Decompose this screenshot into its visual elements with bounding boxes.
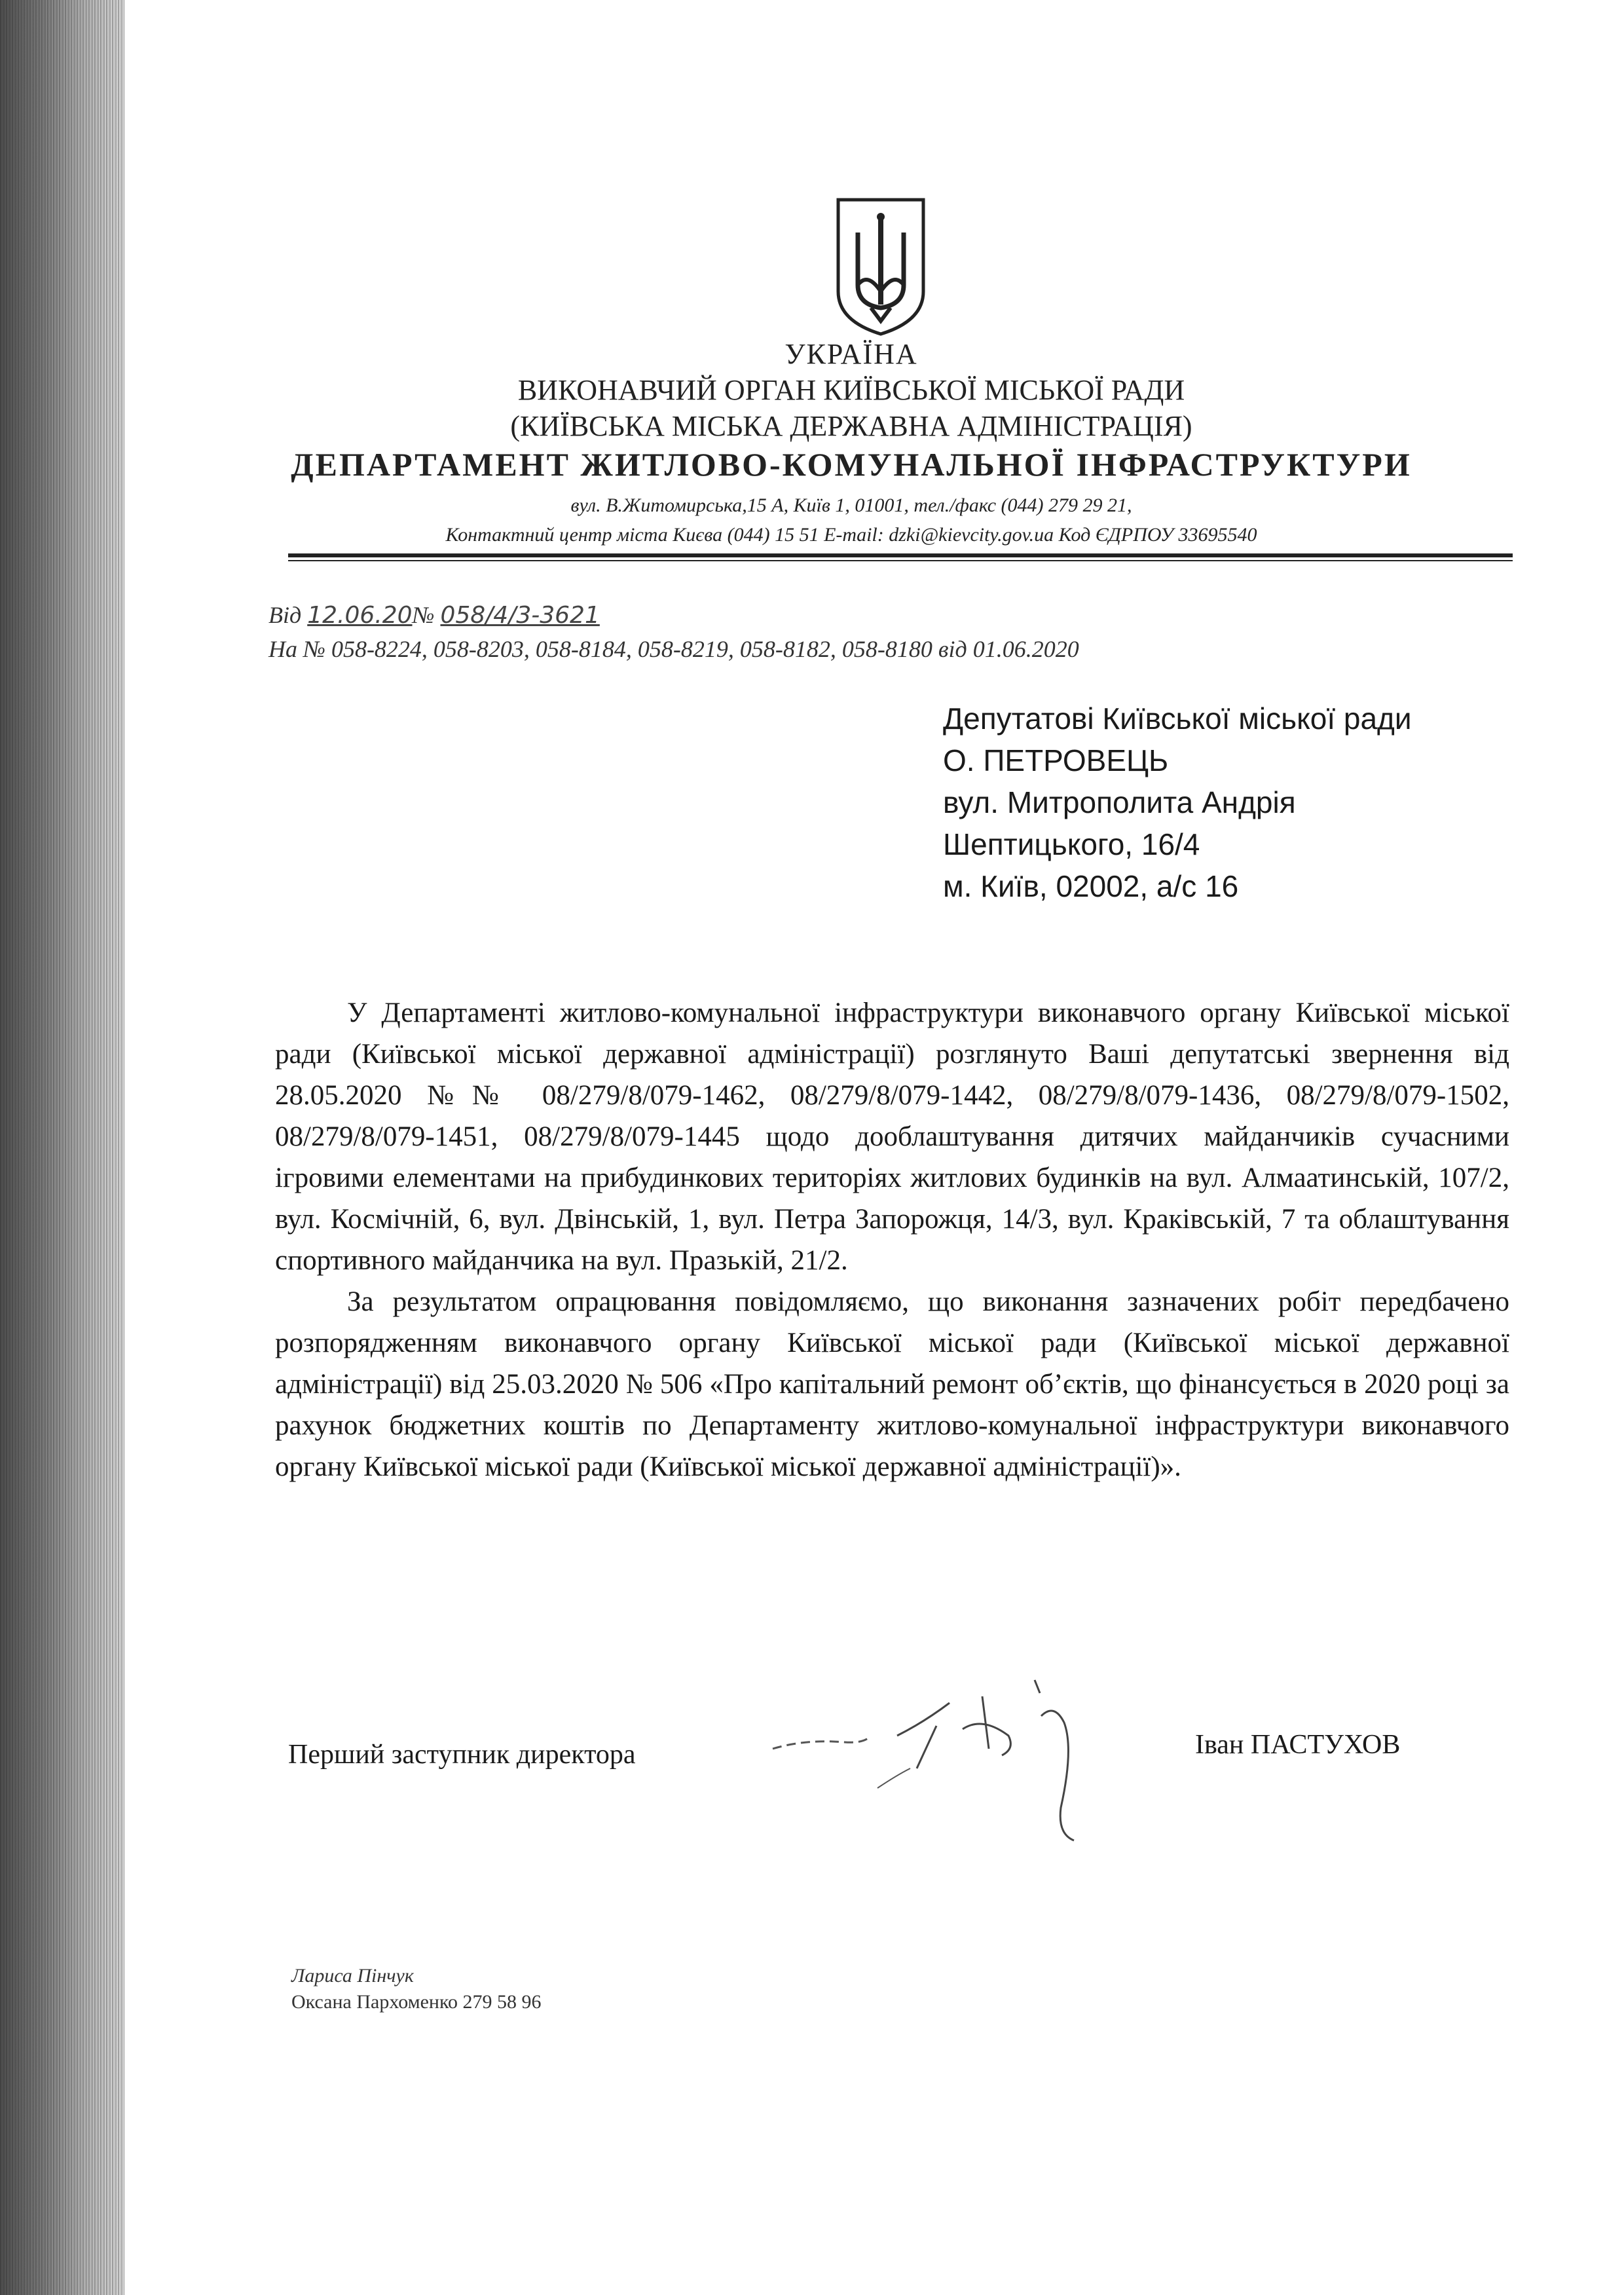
recipient-line2: О. ПЕТРОВЕЦЬ [943,743,1169,777]
recipient-line5: м. Київ, 02002, а/с 16 [943,869,1239,903]
header-org-line2: (КИЇВСЬКА МІСЬКА ДЕРЖАВНА АДМІНІСТРАЦІЯ) [510,410,1192,442]
letter-body [275,992,1509,1487]
trident-emblem-icon [832,193,930,337]
executor-line1: Лариса Пінчук [291,1965,414,1987]
body-paragraph-2: За результатом опрацювання повідомляємо, що виконання зазначених робіт передбачено розпорядженням виконавчого органу Київської міської ради (Київської міської державної адміністрації) від 25.03.2020 № 506 «Про капітальний ремонт об’єктів, що фінансується в 2020 році за рахунок бюджетних коштів по Департаменту житлово-комунальної інфраструктури виконавчого органу Київської міської ради (Київської міської державної адміністрації)». [275,1286,1509,1482]
header-department: ДЕПАРТАМЕНТ ЖИТЛОВО-КОМУНАЛЬНОЇ ІНФРАСТРУКТУРИ [291,446,1412,483]
handwritten-signature [766,1677,1159,1847]
reference-number: 058/4/3-3621 [440,602,600,629]
reference-reply-line: На № 058-8224, 058-8203, 058-8184, 058-8219, 058-8182, 058-8180 від 01.06.2020 [268,636,1079,662]
header-country: УКРАЇНА [784,338,918,370]
executor-line2: Оксана Пархоменко 279 58 96 [291,1991,542,2013]
recipient-line1: Депутатові Київської міської ради [943,701,1412,736]
scan-edge-shadow [0,0,124,2295]
recipient-block [943,698,1412,907]
reference-from-label: Від [268,602,302,628]
reference-from-line [268,601,600,629]
body-paragraph-1: У Департаменті житлово-комунальної інфраструктури виконавчого органу Київської міської ради (Київської міської державної адміністрації) розглянуто Ваші депутатські звернення від 28.05.2020 №№ 08/279/8/079-1462, 08/279/8/079-1442, 08/279/8/079-1436, 08/279/8/079-1502, 08/279/8/079-1451, 08/279/8/079-1445 щодо дооблаштування дитячих майданчиків сучасними ігровими елементами на прибудинкових територіях житлових будинків на вул. Алмаатинській, 107/2, вул. Космічній, 6, вул. Двінській, 1, вул. Петра Запорожця, 14/3, вул. Краківській, 7 та облаштування спортивного майданчика на вул. Празькій, 21/2. [275,998,1509,1276]
header-rule-thick [288,553,1513,557]
recipient-line4: Шептицького, 16/4 [943,827,1200,861]
signer-title: Перший заступник директора [288,1740,636,1770]
header-contact: Контактний центр міста Києва (044) 15 51 E-mail: dzki@kievcity.gov.ua Код ЄДРПОУ 33695540 [445,524,1257,546]
reference-from-date: 12.06.20 [307,602,413,629]
signer-name: Іван ПАСТУХОВ [1195,1730,1401,1760]
recipient-line3: вул. Митрополита Андрія [943,785,1296,819]
header-address: вул. В.Житомирська,15 А, Київ 1, 01001, тел./факс (044) 279 29 21, [570,494,1132,516]
header-rule-thin [288,560,1513,561]
header-org-line1: ВИКОНАВЧИЙ ОРГАН КИЇВСЬКОЇ МІСЬКОЇ РАДИ [517,374,1185,406]
reference-number-label: № [412,602,435,628]
